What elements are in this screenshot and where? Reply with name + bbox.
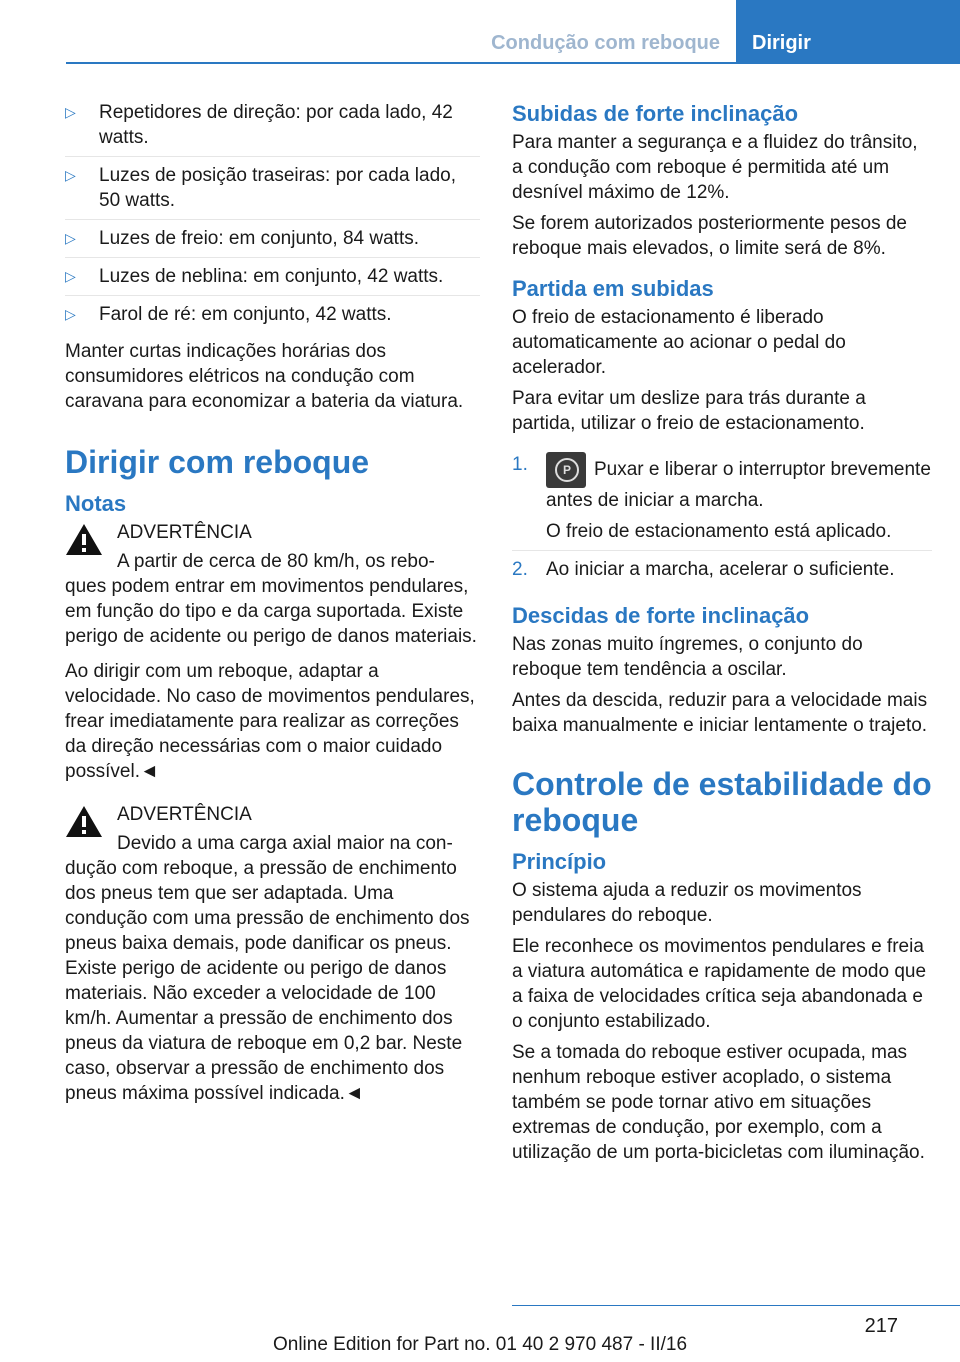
page-number: 217 — [864, 1315, 898, 1337]
triangle-bullet-icon: ▷ — [65, 104, 76, 120]
subsection-heading: Descidas de forte inclinação — [512, 603, 810, 628]
warning-text: A partir de cerca de 80 km/h, os rebo- ques podem entrar em movimentos pendulares, em função do tipo e da carga suportada. Existe perigo de acidente ou perigo de danos materiais. — [65, 551, 477, 647]
footer-divider — [512, 1305, 960, 1306]
list-item: ▷ Farol de ré: em conjunto, 42 watts. — [65, 304, 392, 325]
paragraph: Se a tomada do reboque estiver ocupada, mas nenhum reboque estiver acoplado, o sistema também se pode tornar ativo em situações extremas de condução, por exemplo, com a utilização de um porta-bicicletas com iluminação. — [512, 1042, 925, 1163]
warning-title: ADVERTÊNCIA — [117, 804, 252, 825]
warning-triangle-icon — [65, 522, 103, 556]
section-heading: Dirigir com reboque — [65, 444, 370, 480]
right-column — [512, 100, 932, 1171]
warning-triangle-icon — [65, 804, 103, 838]
warning-title: ADVERTÊNCIA — [117, 522, 252, 543]
list-item: ▷ Repetidores de direção: por cada lado, 42 watts. — [65, 100, 480, 157]
warning-block-2 — [65, 802, 480, 1106]
list-item: 1. P Puxar e liberar o interruptor brevemente antes de iniciar a marcha. O freio de estacionamento está aplicado. — [512, 452, 932, 551]
subsection-heading: Princípio — [512, 849, 607, 874]
triangle-bullet-icon: ▷ — [65, 230, 76, 246]
parking-brake-icon: P — [546, 452, 586, 488]
triangle-bullet-icon: ▷ — [65, 167, 76, 183]
list-item: ▷ Luzes de freio: em conjunto, 84 watts. — [65, 226, 480, 258]
warning-block-1 — [65, 520, 480, 649]
list-item: ▷ Luzes de posição traseiras: por cada lado, 50 watts. — [65, 163, 480, 220]
paragraph: Se forem autorizados posteriormente pesos de reboque mais elevados, o limite será de 8%. — [512, 213, 907, 259]
paragraph: Para evitar um deslize para trás durante a partida, utilizar o freio de estacionamento. — [512, 388, 866, 434]
subsection-heading: Notas — [65, 491, 127, 516]
page-header — [0, 0, 960, 62]
paragraph: Nas zonas muito íngremes, o conjunto do reboque tem tendência a oscilar. — [512, 634, 863, 680]
list-item: 2. Ao iniciar a marcha, acelerar o suficiente. — [512, 559, 895, 580]
bulb-wattage-list — [65, 100, 480, 333]
subsection-heading: Partida em subidas — [512, 276, 714, 301]
triangle-bullet-icon: ▷ — [65, 306, 76, 322]
paragraph: O freio de estacionamento é liberado automaticamente ao acionar o pedal do acelerador. — [512, 307, 846, 378]
triangle-bullet-icon: ▷ — [65, 268, 76, 284]
intro-paragraph: Manter curtas indicações horárias dos consumidores elétricos na condução com caravana para economizar a bateria da viatura. — [65, 341, 464, 412]
subsection-heading: Subidas de forte inclinação — [512, 101, 799, 126]
paragraph: O sistema ajuda a reduzir os movimentos pendulares do reboque. — [512, 880, 862, 926]
warning-paragraph: Ao dirigir com um reboque, adaptar a velocidade. No caso de movimentos pendulares, frear imediatamente para realizar as correções da direção necessárias com o maior cuidado possível.◄ — [65, 661, 475, 782]
header-divider — [66, 62, 960, 64]
warning-text: Devido a uma carga axial maior na con- dução com reboque, a pressão de enchimento dos pneus tem que ser adaptada. Uma condução com uma pressão de enchimento dos pneus baixa demais, pode danificar os pneus. Existe perigo de acidente ou perigo de danos materiais. Não exceder a velocidade de 100 km/h. Aumentar a pressão de enchimento dos pneus da viatura de reboque em 0,2 bar. Neste caso, observar a pressão de enchimento dos pneus máxima possível indicada.◄ — [65, 833, 470, 1104]
left-column — [65, 100, 480, 1116]
steps-list — [512, 452, 932, 588]
header-chapter-tab[interactable]: Dirigir — [736, 0, 960, 62]
paragraph: Ele reconhece os movimentos pendulares e freia a viatura automática e rapidamente de modo que a faixa de velocidades crítica seja abandonada e o conjunto estabilizado. — [512, 936, 927, 1032]
paragraph: Para manter a segurança e a fluidez do trânsito, a condução com reboque é permitida até um desnível máximo de 12%. — [512, 132, 918, 203]
header-section-title: Condução com reboque — [470, 0, 736, 62]
edition-footer: Online Edition for Part no. 01 40 2 970 487 - II/16 — [272, 1334, 688, 1355]
list-item: ▷ Luzes de neblina: em conjunto, 42 watts. — [65, 264, 480, 296]
section-heading: Controle de estabilidade do reboque — [512, 766, 932, 838]
paragraph: Antes da descida, reduzir para a velocidade mais baixa manualmente e iniciar lentamente o trajeto. — [512, 690, 928, 736]
